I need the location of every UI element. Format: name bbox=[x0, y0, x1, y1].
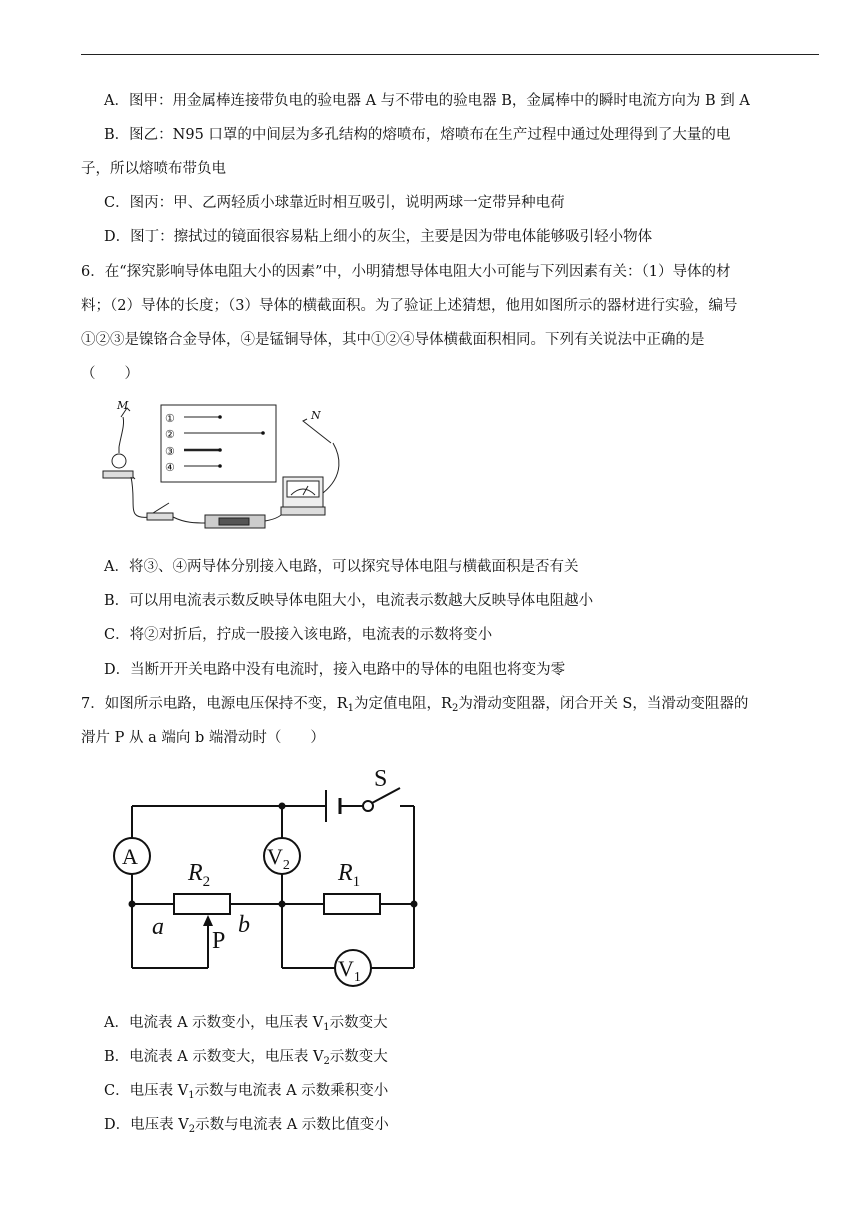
prev-option-a: A．图甲：用金属棒连接带负电的验电器 A 与不带电的验电器 B，金属棒中的瞬时电流方向为 B 到 A bbox=[104, 93, 750, 109]
switch-label: S bbox=[374, 766, 388, 792]
q6-stem-line1: 6．在“探究影响导体电阻大小的因素”中，小明猜想导体电阻大小可能与下列因素有关：（1）导体的材 bbox=[81, 264, 731, 280]
q6-apparatus-figure bbox=[95, 395, 365, 545]
end-b-label: b bbox=[238, 912, 250, 938]
q6-stem-line4: （ ） bbox=[81, 366, 139, 382]
v2-label: $V_2$ bbox=[267, 844, 290, 873]
wire-label-2: ② bbox=[165, 428, 175, 441]
wire-label-3: ③ bbox=[165, 445, 175, 458]
q7-option-a: A．电流表 A 示数变小，电压表 $V_1$示数变大 bbox=[104, 1015, 388, 1033]
label-n: N bbox=[311, 409, 321, 422]
q7-stem-line2: 滑片 P 从 a 端向 b 端滑动时（ ） bbox=[81, 730, 325, 746]
ammeter-label: A bbox=[122, 844, 138, 869]
q6-stem-line3: ①②③是镍铬合金导体，④是锰铜导体，其中①②④导体横截面积相同。下列有关说法中正确的是 bbox=[81, 332, 705, 348]
wire-label-4: ④ bbox=[165, 461, 175, 474]
prev-option-b-line2: 子，所以熔喷布带负电 bbox=[81, 161, 226, 177]
label-m: M bbox=[117, 399, 129, 412]
header-rule bbox=[81, 54, 819, 55]
prev-option-c: C．图丙：甲、乙两轻质小球靠近时相互吸引，说明两球一定带异种电荷 bbox=[104, 195, 565, 211]
wire-label-1: ① bbox=[165, 412, 175, 425]
q6-stem-line2: 料；（2）导体的长度；（3）导体的横截面积。为了验证上述猜想，他用如图所示的器材进行实验，编号 bbox=[81, 298, 738, 314]
end-a-label: a bbox=[152, 914, 164, 940]
q7-stem-line1: 7．如图所示电路，电源电压保持不变，$R_1$为定值电阻，$R_2$为滑动变阻器，闭合开关 S，当滑动变阻器的 bbox=[81, 696, 749, 714]
slider-p-label: P bbox=[212, 928, 226, 954]
q6-option-d: D．当断开开关电路中没有电流时，接入电路中的导体的电阻也将变为零 bbox=[104, 662, 566, 678]
q7-option-d: D．电压表 $V_2$示数与电流表 A 示数比值变小 bbox=[104, 1117, 389, 1135]
q7-circuit-diagram bbox=[100, 760, 430, 1000]
v1-label: $V_1$ bbox=[338, 956, 361, 985]
r2-label: $R_2$ bbox=[188, 860, 211, 890]
q6-option-b: B．可以用电流表示数反映导体电阻大小，电流表示数越大反映导体电阻越小 bbox=[104, 593, 594, 609]
prev-option-d: D．图丁：擦拭过的镜面很容易粘上细小的灰尘，主要是因为带电体能够吸引轻小物体 bbox=[104, 229, 653, 245]
q6-option-a: A．将③、④两导体分别接入电路，可以探究导体电阻与横截面积是否有关 bbox=[104, 559, 579, 575]
q7-option-c: C．电压表 $V_1$示数与电流表 A 示数乘积变小 bbox=[104, 1083, 389, 1101]
r1-label: $R_1$ bbox=[338, 860, 361, 890]
q6-option-c: C．将②对折后，拧成一股接入该电路，电流表的示数将变小 bbox=[104, 627, 493, 643]
q7-option-b: B．电流表 A 示数变大，电压表 $V_2$示数变大 bbox=[104, 1049, 388, 1067]
prev-option-b-line1: B．图乙：N95 口罩的中间层为多孔结构的熔喷布，熔喷布在生产过程中通过处理得到了大量的电 bbox=[104, 127, 731, 143]
